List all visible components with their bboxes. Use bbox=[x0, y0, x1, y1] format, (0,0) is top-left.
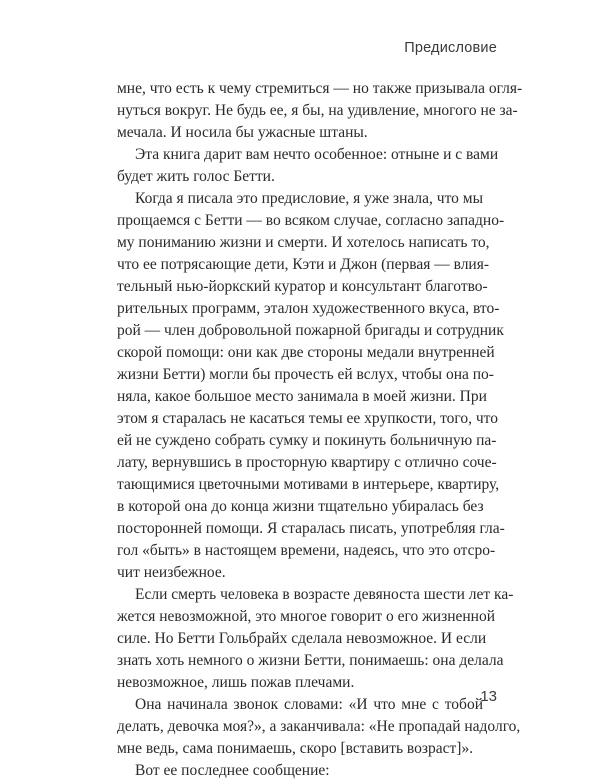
text-line: рой — член добровольной пожарной бригады и сотрудник bbox=[117, 322, 504, 339]
text-line: ей не суждено собрать сумку и покинуть больничную па- bbox=[117, 432, 497, 449]
text-line: тающимися цветочными мотивами в интерьере, квартиру, bbox=[117, 476, 500, 493]
text-line: невозможное, лишь пожав плечами. bbox=[117, 674, 355, 691]
text-line: посторонней помощи. Я старалась писать, употребляя гла- bbox=[117, 520, 505, 537]
text-line: в которой она до конца жизни тщательно убиралась без bbox=[117, 498, 484, 515]
text-line: няла, какое большое место занимала в моей жизни. При bbox=[117, 388, 487, 405]
text-line: жется невозможной, это многое говорит о его жизненной bbox=[117, 608, 496, 625]
text-line: лату, вернувшись в просторную квартиру с отлично соче- bbox=[117, 454, 497, 471]
text-line: рительных программ, эталон художественного вкуса, вто- bbox=[117, 300, 500, 317]
running-header: Предисловие bbox=[404, 40, 497, 56]
text-line: чит неизбежное. bbox=[117, 564, 226, 581]
text-line: нуться вокруг. Не будь ее, я бы, на удивление, многого не за- bbox=[117, 102, 518, 119]
text-line: этом я старалась не касаться темы ее хрупкости, того, что bbox=[117, 410, 498, 427]
text-line: Когда я писала это предисловие, я уже знала, что мы bbox=[135, 190, 483, 207]
text-line: Эта книга дарит вам нечто особенное: отныне и с вами bbox=[135, 146, 499, 163]
page-number: 13 bbox=[480, 688, 497, 705]
text-line: му пониманию жизни и смерти. И хотелось написать то, bbox=[117, 234, 490, 251]
text-line: знать хоть немного о жизни Бетти, понимаешь: она делала bbox=[117, 652, 504, 669]
paragraph bbox=[117, 188, 505, 584]
text-line: что ее потрясающие дети, Кэти и Джон (первая — влия- bbox=[117, 256, 490, 273]
paragraph bbox=[117, 760, 483, 782]
paragraph bbox=[117, 78, 523, 144]
text-line: жизни Бетти) могли бы прочесть ей вслух, чтобы она по- bbox=[117, 366, 494, 383]
text-line: мне ведь, сама понимаешь, скоро [вставить возраст]». bbox=[117, 740, 474, 757]
text-line: Она начинала звонок словами: «И что мне с тобой bbox=[135, 696, 483, 713]
text-line: скорой помощи: они как две стороны медали внутренней bbox=[117, 344, 495, 361]
paragraph bbox=[117, 584, 514, 694]
text-line: Если смерть человека в возрасте девяноста шести лет ка- bbox=[135, 586, 514, 603]
text-line: Вот ее последнее сообщение: bbox=[135, 762, 330, 779]
text-line: тельный нью-йоркский куратор и консультант благотво- bbox=[117, 278, 488, 295]
text-line: силе. Но Бетти Гольбрайх сделала невозможное. И если bbox=[117, 630, 487, 647]
paragraph bbox=[117, 144, 499, 188]
text-line: мечала. И носила бы ужасные штаны. bbox=[117, 124, 368, 141]
text-line: мне, что есть к чему стремиться — но также призывала огля- bbox=[117, 80, 523, 97]
text-line: делать, девочка моя?», а заканчивала: «Не пропадай надолго, bbox=[117, 718, 521, 735]
text-line: прощаемся с Бетти — во всяком случае, согласно западно- bbox=[117, 212, 505, 229]
text-line: гол «быть» в настоящем времени, надеясь, что это отсро- bbox=[117, 542, 496, 559]
text-line: будет жить голос Бетти. bbox=[117, 168, 275, 185]
